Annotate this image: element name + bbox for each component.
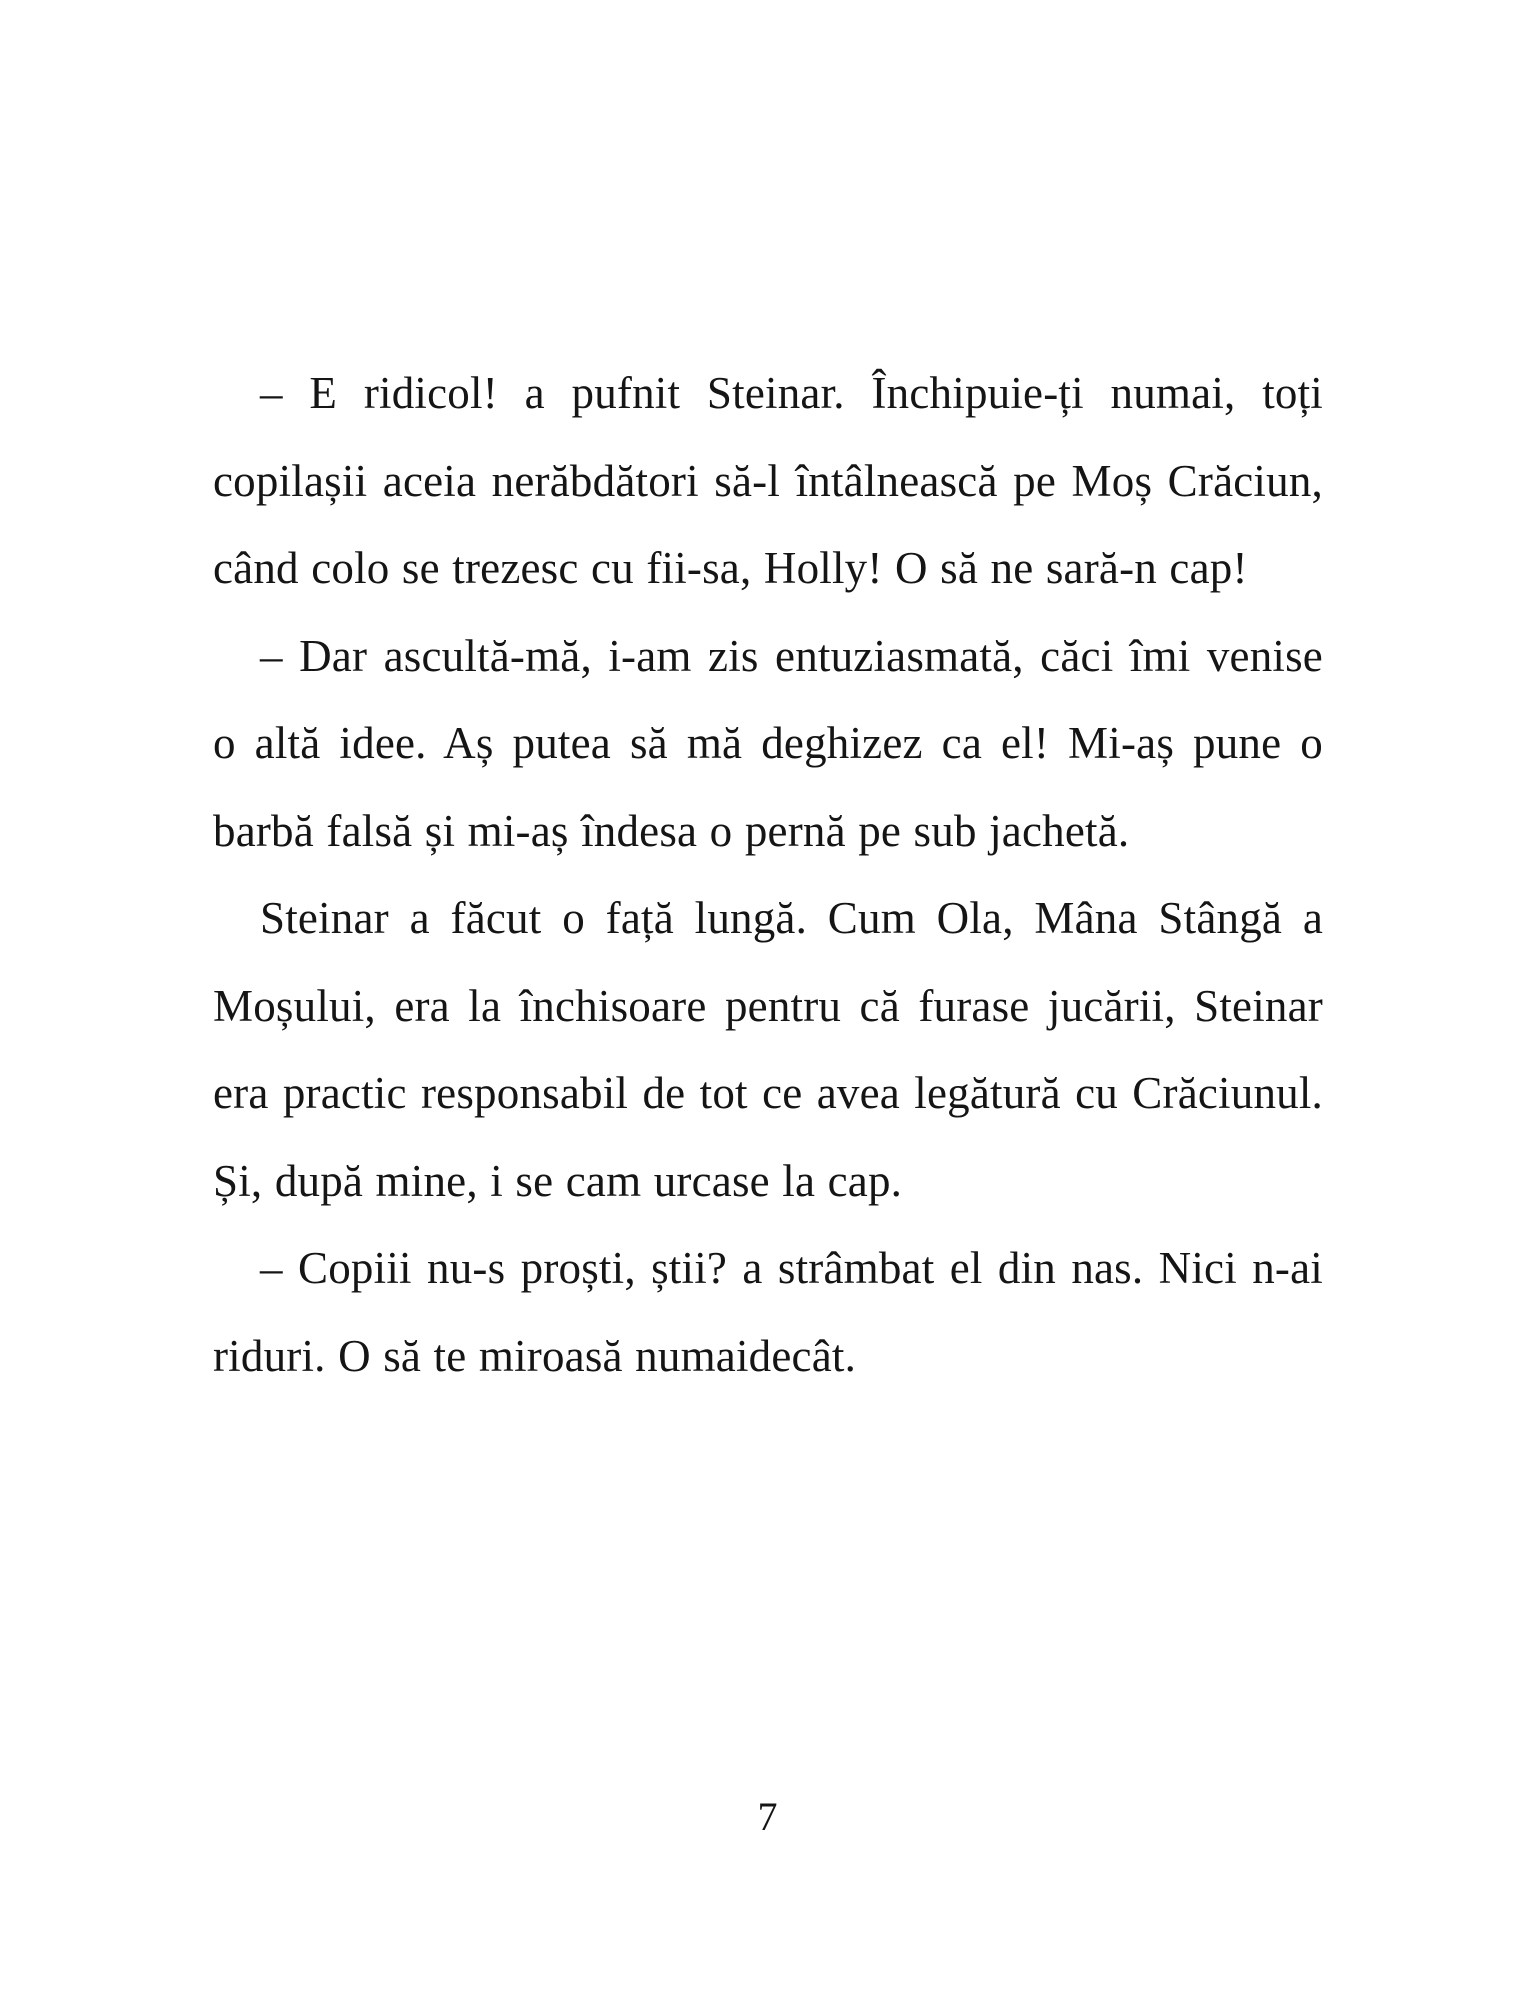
body-text [213,350,1323,1400]
page-number: 7 [757,1794,778,1839]
paragraph-dialogue-steinar: – E ridicol! a pufnit Steinar. Închipuie-ți numai, toți copilașii aceia nerăbdători să-l întâlnească pe Moș Crăciun, când colo se trezesc cu fii-sa, Holly! O să ne sară-n cap! [213,368,1323,593]
paragraph-dialogue-holly: – Dar ascultă-mă, i-am zis entuziasmată, căci îmi venise o altă idee. Aș putea să mă deghizez ca el! Mi-aș pune o barbă falsă și mi-aș îndesa o pernă pe sub jachetă. [213,630,1323,856]
paragraph-narration: Steinar a făcut o față lungă. Cum Ola, Mâna Stângă a Moșului, era la închisoare pentru că furase jucării, Steinar era practic responsabil de tot ce avea legătură cu Crăciunul. Și, după mine, i se cam urcase la cap. [213,893,1323,1206]
paragraph-dialogue-steinar-reply: – Copiii nu-s proști, știi? a strâmbat el din nas. Nici n-ai riduri. O să te miroasă numaidecât. [213,1243,1323,1381]
